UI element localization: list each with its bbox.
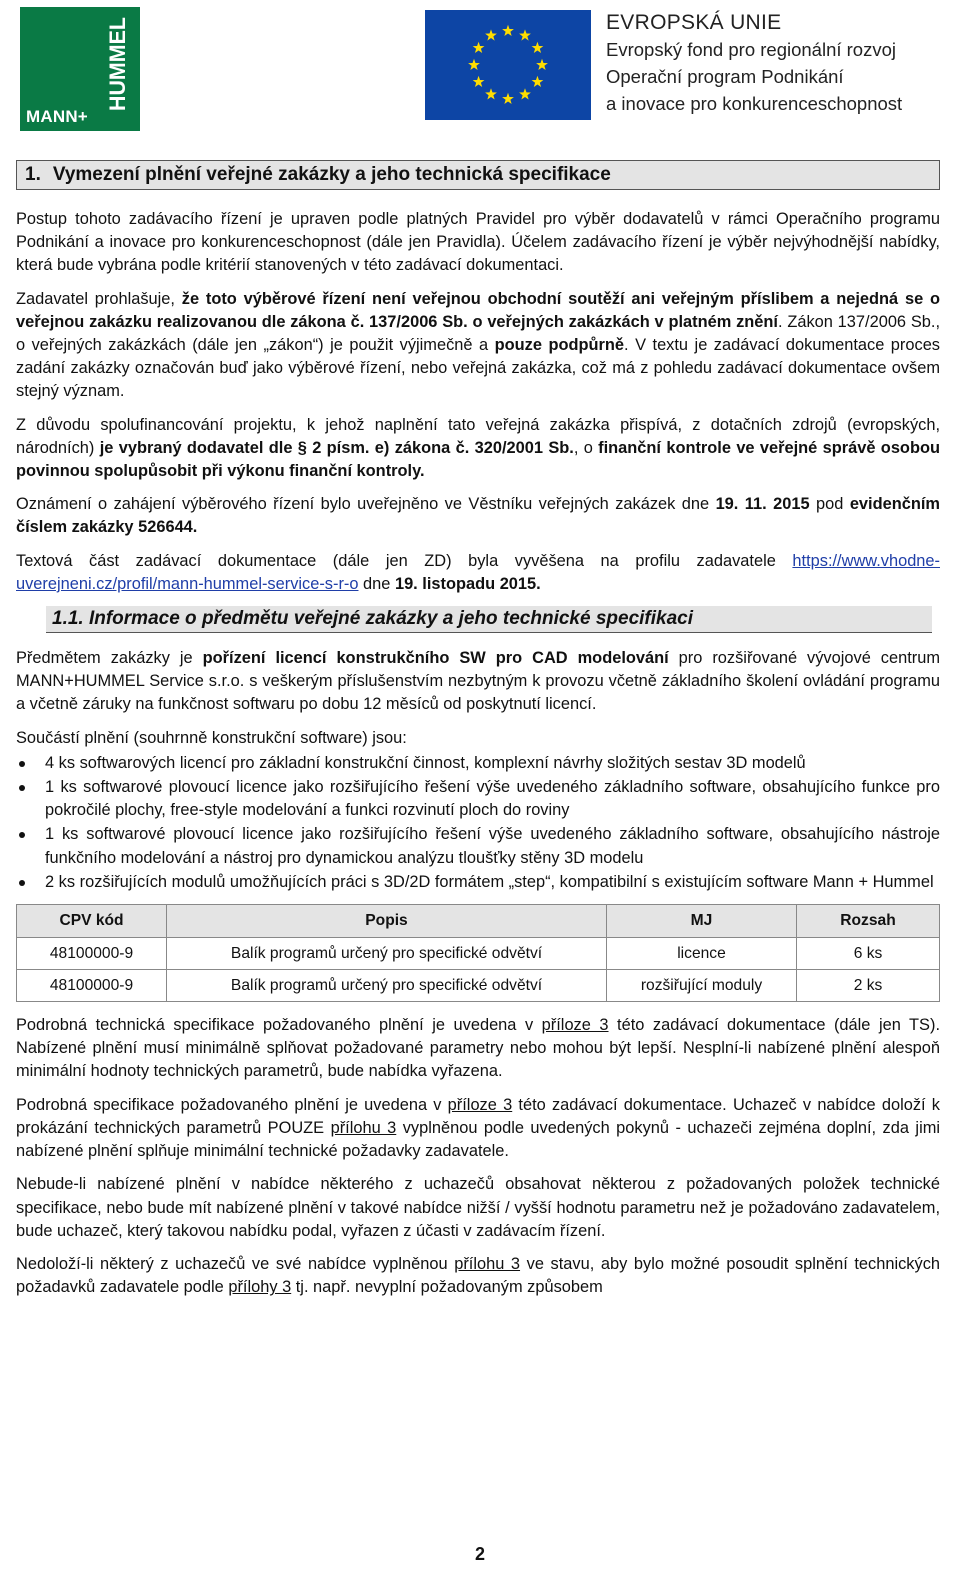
logo-hummel-text: HUMMEL	[105, 14, 130, 111]
section-1-title: Vymezení plnění veřejné zakázky a jeho technická specifikace	[52, 164, 611, 185]
table-cell: rozšiřující moduly	[607, 970, 797, 1002]
profile-link[interactable]: https://www.vhodne-uverejneni.cz/profil/mann-hummel-service-s-r-o	[16, 551, 940, 593]
page-number: 2	[474, 1544, 485, 1564]
eu-stars-icon	[425, 10, 591, 120]
eu-line-2: Evropský fond pro regionální rozvoj	[606, 39, 896, 60]
annex-3-reference[interactable]: příloze 3	[541, 1016, 609, 1035]
eu-star-icon	[485, 29, 497, 40]
list-item: 2 ks rozšiřujících modulů umožňujících práci s 3D/2D formátem „step“, kompatibilní s existujícím software Mann + Hummel	[16, 871, 940, 894]
eu-funding-text	[606, 10, 956, 117]
paragraph-subject: Předmětem zakázky je pořízení licencí konstrukčního SW pro CAD modelování pro rozšiřované vývojové centrum MANN+HUMMEL Service s.r.o. s veškerým příslušenstvím nezbytným k provozu včetně základního školení ovládání programu a včetně záruky na funkčnost softwaru po dobu 12 měsíců od poskytnutí licencí.	[16, 649, 940, 714]
paragraph-announcement: Oznámení o zahájení výběrového řízení bylo uveřejněno ve Věstníku veřejných zakázek dne 19. 11. 2015 pod evidenčním číslem zakázky 526644.	[16, 495, 940, 537]
list-item: 4 ks softwarových licencí pro základní konstrukční činnost, komplexní návrhy složitých sestav 3D modelů	[16, 752, 940, 775]
table-cell: Balík programů určený pro specifické odvětví	[167, 938, 607, 970]
table-header-row	[17, 905, 940, 938]
table-cell: 48100000-9	[17, 970, 167, 1002]
eu-star-icon	[502, 93, 514, 104]
section-1-1-heading: 1.1. Informace o předmětu veřejné zakázky a jeho technické specifikaci	[46, 606, 932, 633]
eu-star-icon	[473, 76, 485, 87]
col-cpv: CPV kód	[17, 905, 167, 938]
col-mj: MJ	[607, 905, 797, 938]
table-row	[17, 970, 940, 1002]
page-header	[0, 0, 960, 140]
annex-3-reference[interactable]: přílohu 3	[454, 1254, 521, 1273]
document-body	[16, 160, 940, 1309]
eu-star-icon	[519, 29, 531, 40]
logo-vertical-text	[98, 13, 134, 113]
eu-line-4: a inovace pro konkurenceschopnost	[606, 93, 903, 114]
eu-star-icon	[485, 88, 497, 99]
paragraph-missing-annex: Nedoloží-li některý z uchazečů ve své nabídce vyplněnou přílohu 3 ve stavu, aby bylo možné posoudit splnění technických požadavků zadavatele podle přílohy 3 tj. např. nevyplní požadovaným způsobem	[16, 1254, 941, 1297]
paragraph-rules: Postup tohoto zadávacího řízení je upraven podle platných Pravidel pro výběr dodavatelů v rámci Operačního programu Podnikání a inovace pro konkurenceschopnost (dále jen Pravidla). Účelem zadávacího řízení je výběr nejvýhodnější nabídky, která bude vybrána podle kritérií stanovených v této zadávací dokumentaci.	[16, 210, 940, 275]
paragraph-profile: Textová část zadávací dokumentace (dále jen ZD) byla vyvěšena na profilu zadavatele https://www.vhodne-uverejneni.cz/profil/mann-hummel-service-s-r-o dne 19. listopadu 2015.	[16, 551, 940, 593]
table-cell: 6 ks	[797, 938, 940, 970]
section-1-heading	[16, 160, 940, 190]
table-cell: licence	[607, 938, 797, 970]
cpv-table	[16, 904, 940, 1002]
eu-star-icon	[519, 88, 531, 99]
eu-flag-logo	[425, 10, 591, 120]
eu-star-icon	[468, 59, 480, 70]
mann-hummel-logo	[20, 7, 140, 131]
software-items-list	[16, 752, 940, 894]
paragraph-specification: Podrobná specifikace požadovaného plnění je uvedena v příloze 3 této zadávací dokumentace. Uchazeč v nabídce doloží k prokázání technických parametrů POUZE přílohu 3 vyplněnou podle uvedených pokynů - uchazeči zejména doplní, zda jimi nabízené plnění splňuje minimální technické požadavky zadavatele.	[16, 1095, 941, 1161]
annex-3-reference[interactable]: příloze 3	[447, 1095, 513, 1114]
table-row	[17, 938, 940, 970]
eu-star-icon	[473, 42, 485, 53]
paragraph-exclusion: Nebude-li nabízené plnění v nabídce některého z uchazečů obsahovat některou z požadovaných položek technické specifikace, nebo bude mít nabízené plnění v takové nabídce nižší / vyšší hodnotu parametru než je požadováno zadavatelem, bude uchazeč, který takovou nabídku podal, vyřazen z účasti v zadávacím řízení.	[16, 1175, 940, 1240]
eu-star-icon	[502, 25, 514, 36]
section-1-number: 1.	[25, 164, 41, 185]
annex-3-reference[interactable]: přílohy 3	[228, 1278, 292, 1297]
table-cell: 2 ks	[797, 970, 940, 1002]
paragraph-financial-control: Z důvodu spolufinancování projektu, k jehož naplnění tato veřejná zakázka přispívá, z dotačních zdrojů (evropských, národních) je vybraný dodavatel dle § 2 písm. e) zákona č. 320/2001 Sb., o finanční kontrole ve veřejné správě osobou povinnou spolupůsobit při výkonu finanční kontroly.	[16, 415, 940, 481]
eu-star-icon	[536, 59, 548, 70]
col-popis: Popis	[167, 905, 607, 938]
paragraph-declaration: Zadavatel prohlašuje, že toto výběrové řízení není veřejnou obchodní soutěží ani veřejným příslibem a nejedná se o veřejnou zakázku realizovanou dle zákona č. 137/2006 Sb. o veřejných zakázkách v platném znění. Zákon 137/2006 Sb., o veřejných zakázkách (dále jen „zákon“) je použit výjimečně a pouze podpůrně. V textu je zadávací dokumentace proces zadání zakázky označován buď jako výběrové řízení, nebo veřejná zakázka, což má z pohledu zadávací dokumentace ovšem stejný význam.	[16, 289, 941, 401]
eu-line-1: EVROPSKÁ UNIE	[606, 11, 782, 34]
eu-star-icon	[532, 76, 544, 87]
paragraph-technical-spec: Podrobná technická specifikace požadovaného plnění je uvedena v příloze 3 této zadávací dokumentace (dále jen TS). Nabízené plnění musí minimálně splňovat požadované parametry nebo mohou být lepší. Nesplní-li nabízené plnění alespoň minimální hodnoty technických parametrů, bude nabídka vyřazena.	[16, 1016, 940, 1081]
logo-mann-text: MANN+	[26, 107, 88, 126]
table-cell: 48100000-9	[17, 938, 167, 970]
annex-3-reference[interactable]: přílohu 3	[330, 1118, 397, 1137]
list-intro: Součástí plnění (souhrnně konstrukční software) jsou:	[16, 728, 407, 747]
eu-star-icon	[532, 42, 544, 53]
list-item: 1 ks softwarové plovoucí licence jako rozšiřujícího řešení výše uvedeného základního software, obsahujícího funkce pro pokročilé plochy, free-style modelování a funkci rozvinutí ploch do roviny	[16, 776, 940, 822]
col-rozsah: Rozsah	[797, 905, 940, 938]
table-cell: Balík programů určený pro specifické odvětví	[167, 970, 607, 1002]
eu-line-3: Operační program Podnikání	[606, 66, 844, 87]
list-item: 1 ks softwarové plovoucí licence jako rozšiřujícího řešení výše uvedeného základního software, obsahujícího nástroje funkčního modelování a nástroj pro dynamickou analýzu tloušťky stěny 3D modelu	[16, 823, 940, 869]
